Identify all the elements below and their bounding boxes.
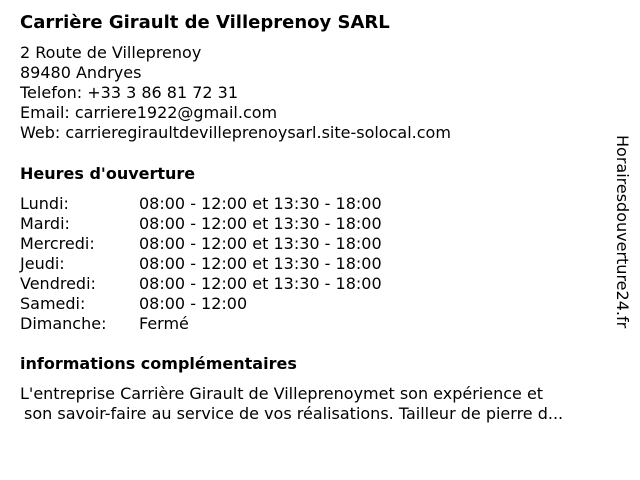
business-description [20, 384, 620, 424]
site-watermark: Horairesdouverture24.fr [613, 135, 632, 329]
time-range: 08:00 - 12:00 et 13:30 - 18:00 [139, 254, 382, 273]
time-range: 08:00 - 12:00 et 13:30 - 18:00 [139, 274, 382, 293]
time-range: 08:00 - 12:00 et 13:30 - 18:00 [139, 214, 382, 233]
time-range: 08:00 - 12:00 et 13:30 - 18:00 [139, 234, 382, 253]
website: Web: carrieregiraultdevilleprenoysarl.site-solocal.com [20, 123, 451, 142]
day-label: Mercredi: [20, 234, 95, 253]
phone-number: Telefon: +33 3 86 81 72 31 [20, 83, 239, 102]
day-label: Lundi: [20, 194, 69, 213]
day-label: Jeudi: [20, 254, 65, 273]
day-label: Samedi: [20, 294, 86, 313]
additional-info-heading: informations complémentaires [20, 354, 297, 373]
time-range: Fermé [139, 314, 189, 333]
time-range: 08:00 - 12:00 et 13:30 - 18:00 [139, 194, 382, 213]
description-line: son savoir-faire au service de vos réalisations. Tailleur de pierre d... [24, 404, 564, 423]
email-address: Email: carriere1922@gmail.com [20, 103, 278, 122]
day-label: Vendredi: [20, 274, 96, 293]
contact-block [20, 43, 451, 143]
business-name: Carrière Girault de Villeprenoy SARL [20, 12, 390, 33]
opening-hours-heading: Heures d'ouverture [20, 164, 196, 183]
address-street: 2 Route de Villeprenoy [20, 43, 202, 62]
day-label: Dimanche: [20, 314, 107, 333]
description-line: L'entreprise Carrière Girault de Villeprenoymet son expérience et [20, 384, 544, 403]
time-range: 08:00 - 12:00 [139, 294, 248, 313]
day-label: Mardi: [20, 214, 70, 233]
address-city: 89480 Andryes [20, 63, 142, 82]
